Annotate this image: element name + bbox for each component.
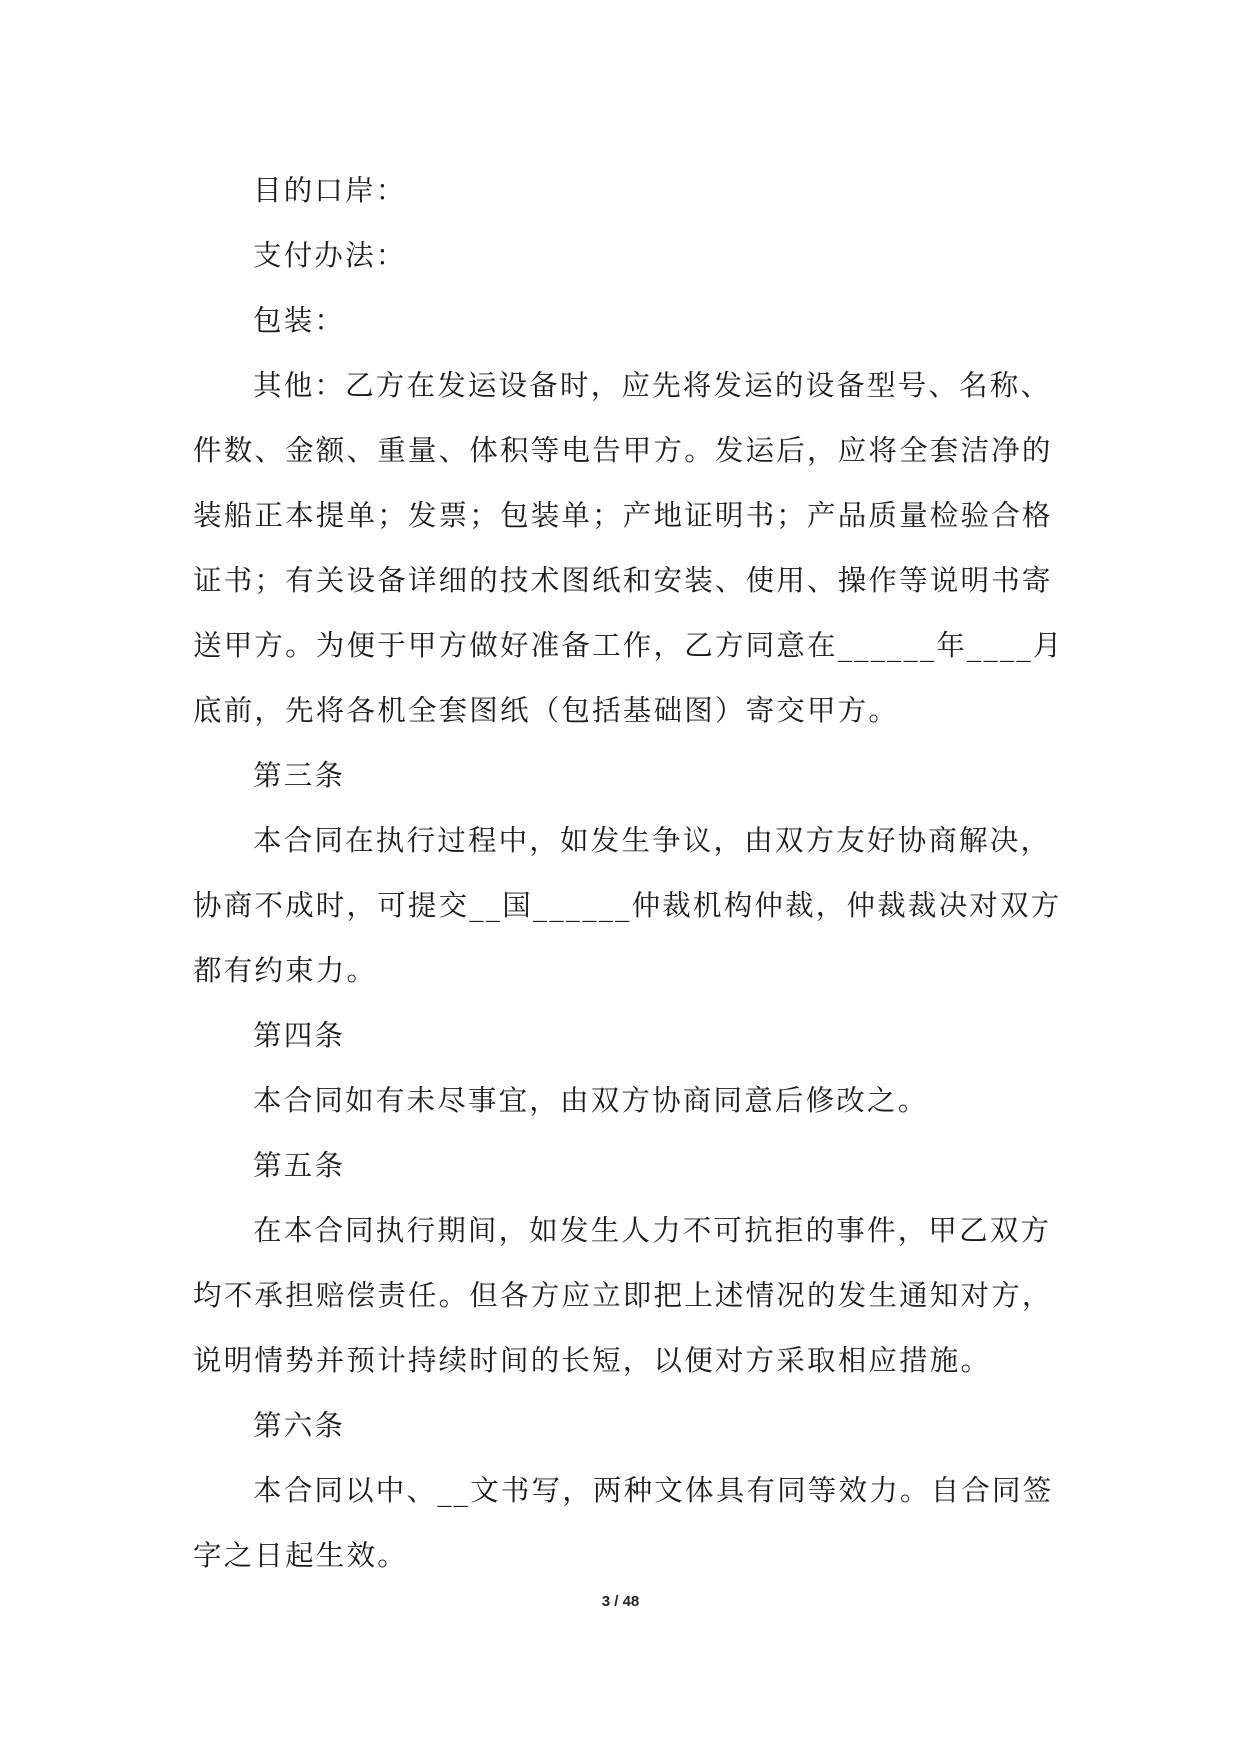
line-article-3-2: 协商不成时，可提交__国______仲裁机构仲裁，仲裁裁决对双方 [193, 889, 1062, 922]
line-article-4-1: 本合同如有未尽事宜，由双方协商同意后修改之。 [253, 1084, 929, 1117]
article-5-heading: 第五条 [253, 1149, 346, 1182]
line-others-6: 底前，先将各机全套图纸（包括基础图）寄交甲方。 [193, 694, 900, 727]
line-others-2: 件数、金额、重量、体积等电告甲方。发运后，应将全套洁净的 [193, 434, 1053, 467]
line-article-6-2: 字之日起生效。 [193, 1539, 408, 1572]
line-destination-port: 目的口岸： [253, 174, 407, 207]
line-others-5: 送甲方。为便于甲方做好准备工作，乙方同意在______年____月 [193, 629, 1064, 662]
line-article-5-2: 均不承担赔偿责任。但各方应立即把上述情况的发生通知对方， [193, 1279, 1053, 1312]
line-article-6-1: 本合同以中、__文书写，两种文体具有同等效力。自合同签 [253, 1474, 1054, 1507]
line-others-3: 装船正本提单；发票；包装单；产地证明书；产品质量检验合格 [193, 499, 1053, 532]
line-others-4: 证书；有关设备详细的技术图纸和安装、使用、操作等说明书寄 [193, 564, 1053, 597]
line-article-5-3: 说明情势并预计持续时间的长短，以便对方采取相应措施。 [193, 1344, 992, 1377]
document-body [193, 158, 1071, 1588]
line-article-5-1: 在本合同执行期间，如发生人力不可抗拒的事件，甲乙双方 [253, 1214, 1052, 1247]
page-number: 3 / 48 [601, 1593, 640, 1610]
article-4-heading: 第四条 [253, 1019, 346, 1052]
line-article-3-3: 都有约束力。 [193, 954, 378, 987]
line-payment-method: 支付办法： [253, 239, 407, 272]
line-others-1: 其他：乙方在发运设备时，应先将发运的设备型号、名称、 [253, 369, 1052, 402]
line-packing: 包装： [253, 304, 346, 337]
article-6-heading: 第六条 [253, 1409, 346, 1442]
article-3-heading: 第三条 [253, 759, 346, 792]
line-article-3-1: 本合同在执行过程中，如发生争议，由双方友好协商解决， [253, 824, 1052, 857]
